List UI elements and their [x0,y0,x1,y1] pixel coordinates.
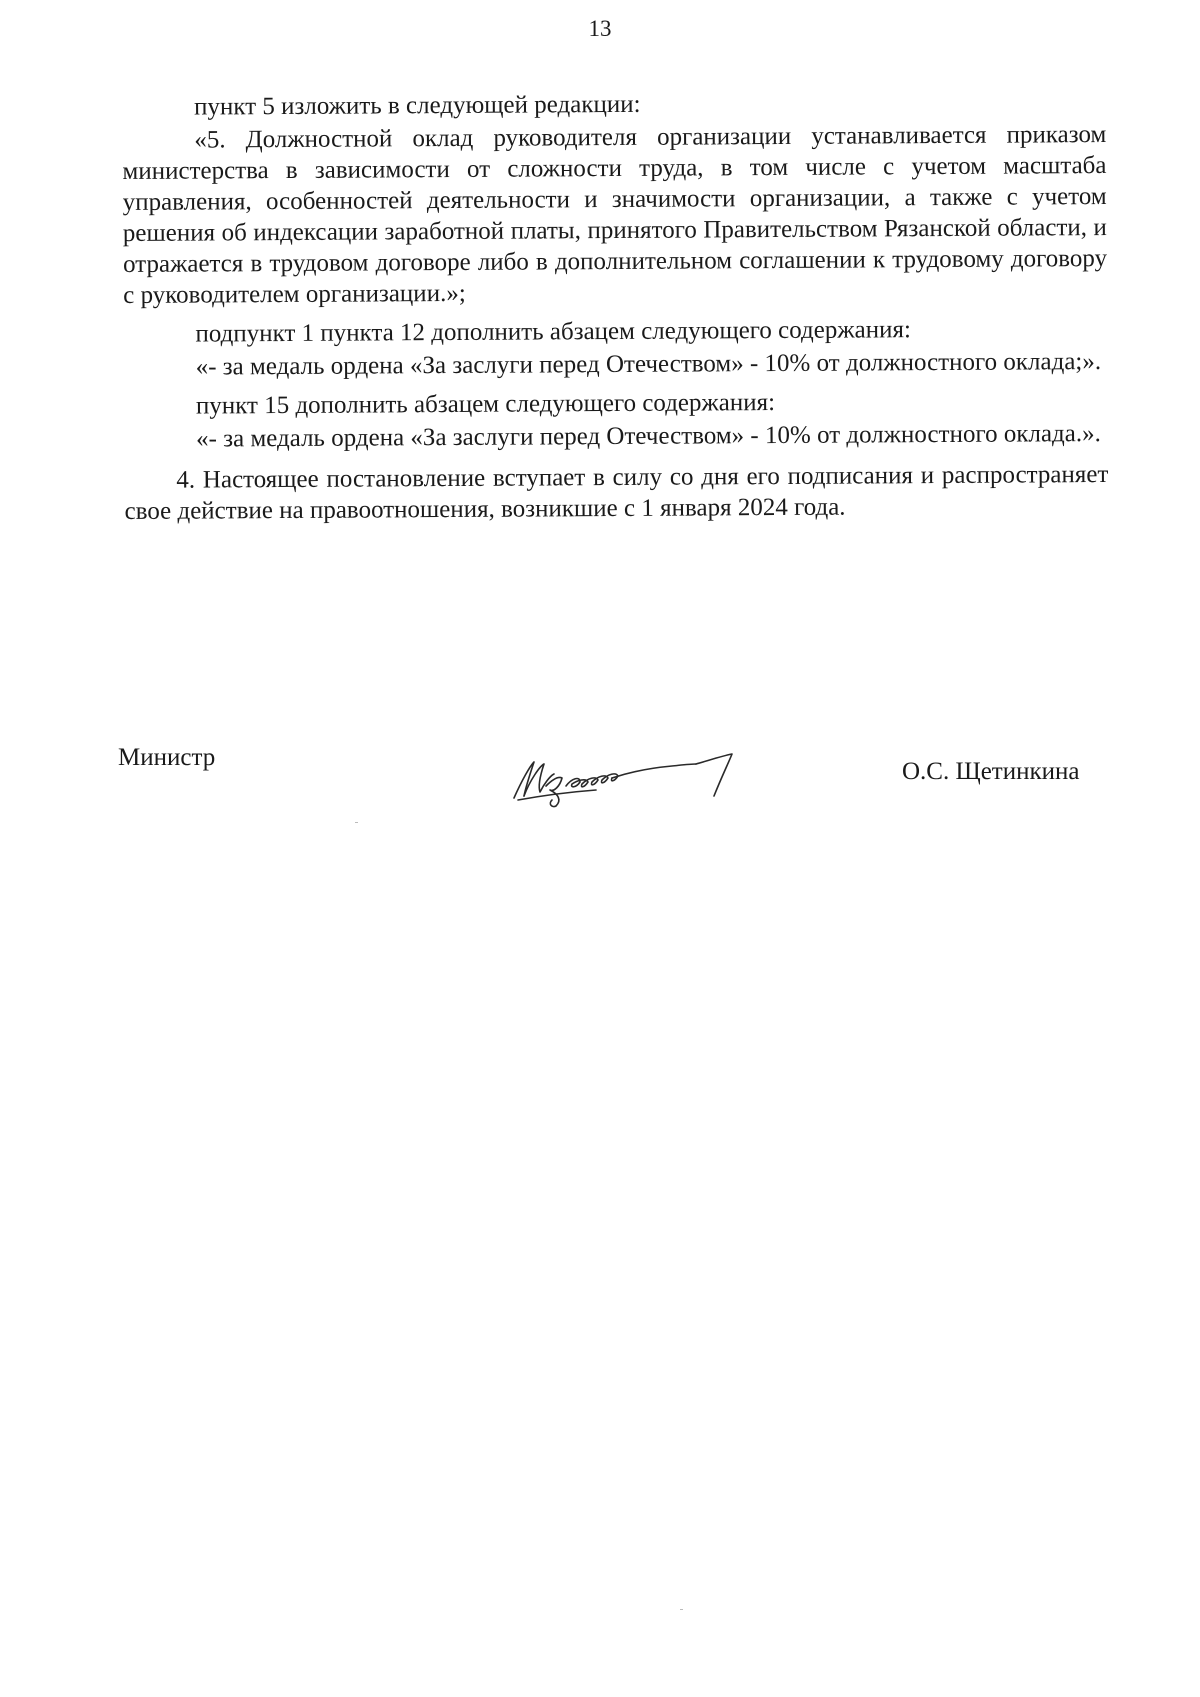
paragraph-2: «5. Должностной оклад руководителя организации устанавливается приказом министерства в зависимости от сложности труда, в том числе с учетом масштаба управления, особенностей деятельности и значимости организации, а также с учетом решения об индексации заработной платы, принятого Правительством Рязанской области, и отражается в трудовом договоре либо в дополнительном соглашении к трудовому договору с руководителем организации.»; [122,120,1108,309]
signatory-title: Министр [118,744,216,771]
scan-artifact [680,1609,683,1610]
paragraph-3: подпункт 1 пункта 12 дополнить абзацем следующего содержания: [195,316,911,348]
paragraph-6: «- за медаль ордена «За заслуги перед Отечеством» - 10% от должностного оклада.». [196,420,1101,453]
scan-artifact [355,822,358,823]
handwritten-signature [500,740,770,810]
signatory-name: О.С. Щетинкина [902,758,1080,785]
paragraph-4: «- за медаль ордена «За заслуги перед Отечеством» - 10% от должностного оклада;». [195,348,1102,381]
signature-block [0,740,1200,810]
paragraph-7: 4. Настоящее постановление вступает в силу со дня его подписания и распространяет свое действие на правоотношения, возникшие с 1 января 2024 года. [124,460,1109,525]
paragraph-1: пункт 5 изложить в следующей редакции: [194,90,641,121]
document-body [122,86,1109,527]
paragraph-5: пункт 15 дополнить абзацем следующего содержания: [195,389,776,420]
page-number: 13 [588,16,612,41]
